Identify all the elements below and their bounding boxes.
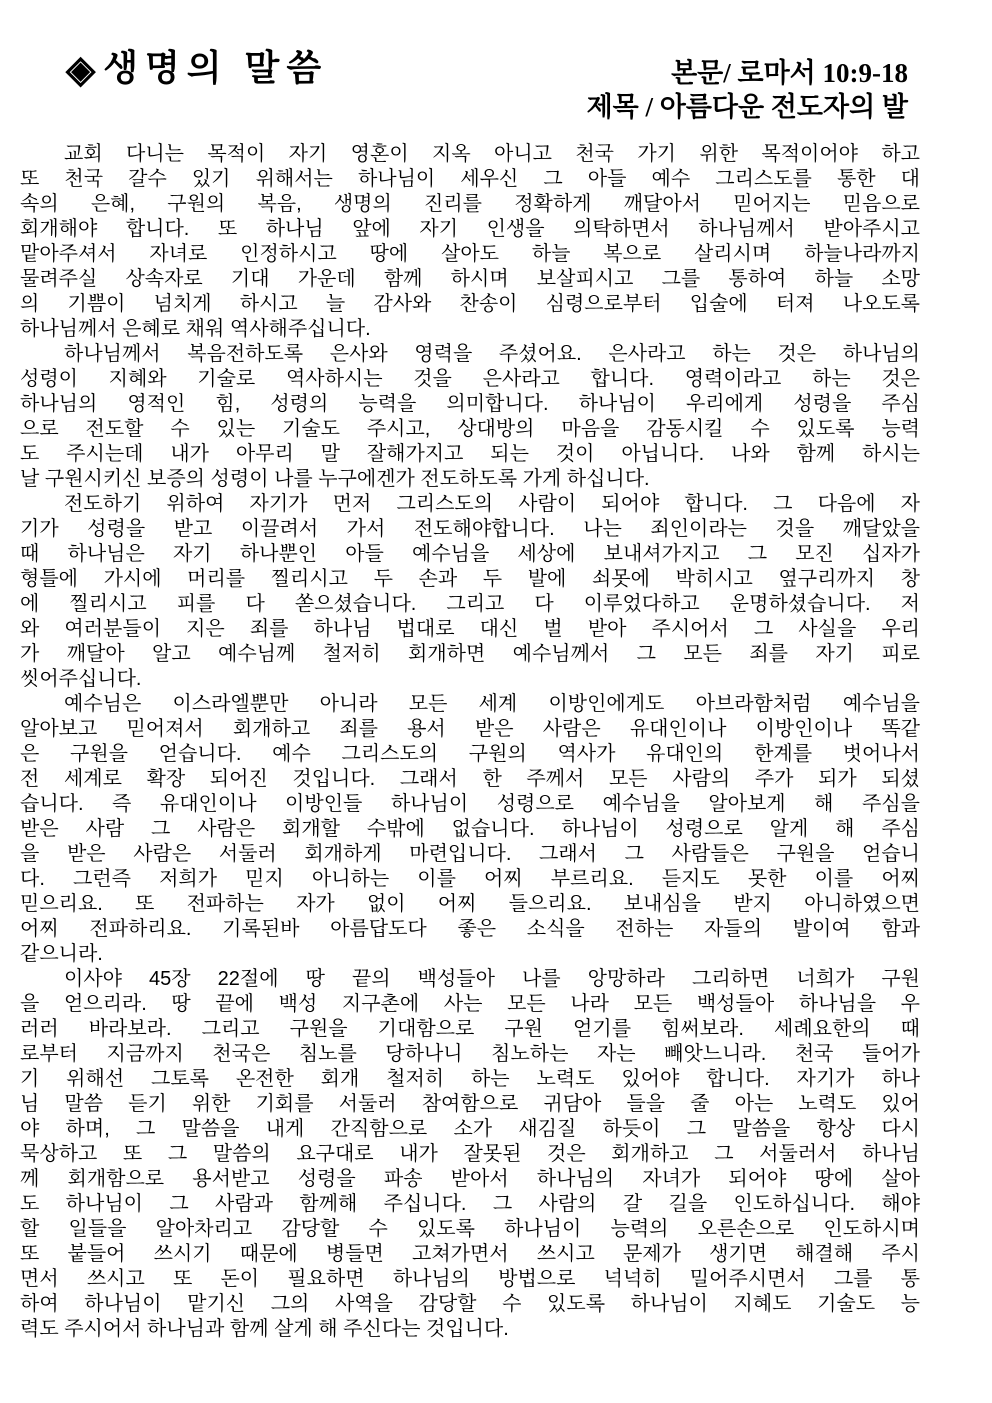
body-line: 교회 다니는 목적이 자기 영혼이 지옥 아니고 천국 가기 위한 목적이어야 하고 [64,143,920,165]
body-line: 가 깨달아 알고 예수님께 철저히 회개하면 예수님께서 그 모든 죄를 자기 피로 [20,643,920,665]
body-line: 은 구원을 얻습니다. 예수 그리스도의 구원의 역사가 유대인의 한계를 벗어나서 [20,743,920,765]
body-line: 할 일들을 알아차리고 감당할 수 있도록 하나님이 능력의 오른손으로 인도하시며 [20,1218,920,1240]
body-line: 예수님은 이스라엘뿐만 아니라 모든 세계 이방인에게도 아브라함처럼 예수님을 [64,693,920,715]
body-line: 하나님의 영적인 힘, 성령의 능력을 의미합니다. 하나님이 우리에게 성령을 주심 [20,393,920,415]
body-line: 의 기쁨이 넘치게 하시고 늘 감사와 찬송이 심령으로부터 입술에 터져 나오도록 [20,293,920,315]
body-line: 으로 전도할 수 있는 기술도 주시고, 상대방의 마음을 감동시킬 수 있도록 능력 [20,418,920,440]
body-line: 물려주실 상속자로 기대 가운데 함께 하시며 보살피시고 그를 통하여 하늘 소망 [20,268,920,290]
body-line: 이사야 45장 22절에 땅 끝의 백성들아 나를 앙망하라 그리하면 너희가 구원 [64,968,920,990]
body-line: 기가 성령을 받고 이끌려서 가서 전도해야합니다. 나는 죄인이라는 것을 깨달았을 [20,518,920,540]
body-line: 회개해야 합니다. 또 하나님 앞에 자기 인생을 의탁하면서 하나님께서 받아주시고 [20,218,920,240]
body-line: 도 하나님이 그 사람과 함께해 주십니다. 그 사람의 갈 길을 인도하십니다. 해야 [20,1193,920,1215]
header-meta [587,56,908,124]
body-line: 께 회개함으로 용서받고 성령을 파송 받아서 하나님의 자녀가 되어야 땅에 살아 [20,1168,920,1190]
page-title [66,40,328,92]
sermon-body [20,142,920,1342]
body-line: 야 하며, 그 말씀을 내게 간직함으로 소가 새김질 하듯이 그 말씀을 항상 다시 [20,1118,920,1140]
body-line: 알아보고 믿어져서 회개하고 죄를 용서 받은 사람은 유대인이나 이방인이나 똑같 [20,718,920,740]
body-line: 습니다. 즉 유대인이나 이방인들 하나님이 성령으로 예수님을 알아보게 해 주심을 [20,793,920,815]
body-line: 날 구원시키신 보증의 성령이 나를 누구에겐가 전도하도록 가게 하십니다. [20,468,650,490]
body-line: 또 천국 갈수 있기 위해서는 하나님이 세우신 그 아들 예수 그리스도를 통한 대 [20,168,920,190]
diamond-icon: ◈ [66,49,96,91]
body-line: 을 받은 사람은 서둘러 회개하게 마련입니다. 그래서 그 사람들은 구원을 얻습니 [20,843,920,865]
body-line: 러러 바라보라. 그리고 구원을 기대함으로 구원 얻기를 힘써보라. 세례요한의 때 [20,1018,920,1040]
body-line: 어찌 전파하리요. 기록된바 아름답도다 좋은 소식을 전하는 자들의 발이여 함과 [20,918,920,940]
body-line: 받은 사람 그 사람은 회개할 수밖에 없습니다. 하나님이 성령으로 알게 해 주심 [20,818,920,840]
body-line: 도 주시는데 내가 아무리 말 잘해가지고 되는 것이 아닙니다. 나와 함께 하시는 [20,443,920,465]
body-line: 묵상하고 또 그 말씀의 요구대로 내가 잘못된 것은 회개하고 그 서둘러서 하나님 [20,1143,920,1165]
scripture-reference: 본문/ 로마서 10:9-18 [671,58,908,88]
body-line: 속의 은혜, 구원의 복음, 생명의 진리를 정확하게 깨달아서 믿어지는 믿음으로 [20,193,920,215]
body-line: 면서 쓰시고 또 돈이 필요하면 하나님의 방법으로 넉넉히 밀어주시면서 그를 통 [20,1268,920,1290]
body-line: 다. 그런즉 저희가 믿지 아니하는 이를 어찌 부르리요. 듣지도 못한 이를 어찌 [20,868,920,890]
body-line: 맡아주셔서 자녀로 인정하시고 땅에 살아도 하늘 복으로 살리시며 하늘나라까지 [20,243,920,265]
body-line: 로부터 지금까지 천국은 침노를 당하나니 침노하는 자는 빼앗느니라. 천국 들어가 [20,1043,920,1065]
document-header [0,0,992,140]
body-line: 하나님께서 은혜로 채워 역사해주십니다. [20,318,371,340]
page-title-text: 생명의 말씀 [103,48,329,88]
paragraph [20,967,920,1342]
body-line: 때 하나님은 자기 하나뿐인 아들 예수님을 세상에 보내셔가지고 그 모진 십자가 [20,543,920,565]
body-line: 에 찔리시고 피를 다 쏟으셨습니다. 그리고 다 이루었다하고 운명하셨습니다. 저 [20,593,920,615]
body-line: 하나님께서 복음전하도록 은사와 영력을 주셨어요. 은사라고 하는 것은 하나님의 [64,343,920,365]
body-line: 믿으리요. 또 전파하는 자가 없이 어찌 들으리요. 보내심을 받지 아니하였으면 [20,893,920,915]
body-line: 님 말씀 듣기 위한 기회를 서둘러 참여함으로 귀담아 들을 줄 아는 노력도 있어 [20,1093,920,1115]
body-line: 같으니라. [20,943,103,965]
body-line: 전도하기 위하여 자기가 먼저 그리스도의 사람이 되어야 합니다. 그 다음에 자 [64,493,920,515]
paragraph [20,492,920,692]
body-line: 또 붙들어 쓰시기 때문에 병들면 고쳐가면서 쓰시고 문제가 생기면 해결해 주시 [20,1243,920,1265]
paragraph [20,692,920,967]
body-line: 력도 주시어서 하나님과 함께 살게 해 주신다는 것입니다. [20,1318,509,1340]
body-line: 씻어주십니다. [20,668,142,690]
paragraph [20,142,920,342]
body-line: 성령이 지혜와 기술로 역사하시는 것을 은사라고 합니다. 영력이라고 하는 것은 [20,368,920,390]
body-line: 형틀에 가시에 머리를 찔리시고 두 손과 두 발에 쇠못에 박히시고 옆구리까지 창 [20,568,920,590]
body-line: 기 위해선 그토록 온전한 회개 철저히 하는 노력도 있어야 합니다. 자기가 하나 [20,1068,920,1090]
paragraph [20,342,920,492]
sermon-title: 제목 / 아름다운 전도자의 발 [586,92,908,122]
body-line: 을 얻으리라. 땅 끝에 백성 지구촌에 사는 모든 나라 모든 백성들아 하나님을 우 [20,993,920,1015]
body-line: 하여 하나님이 맡기신 그의 사역을 감당할 수 있도록 하나님이 지혜도 기술도 능 [20,1293,920,1315]
body-line: 와 여러분들이 지은 죄를 하나님 법대로 대신 벌 받아 주시어서 그 사실을 우리 [20,618,920,640]
body-line: 전 세계로 확장 되어진 것입니다. 그래서 한 주께서 모든 사람의 주가 되가 되셨 [20,768,920,790]
